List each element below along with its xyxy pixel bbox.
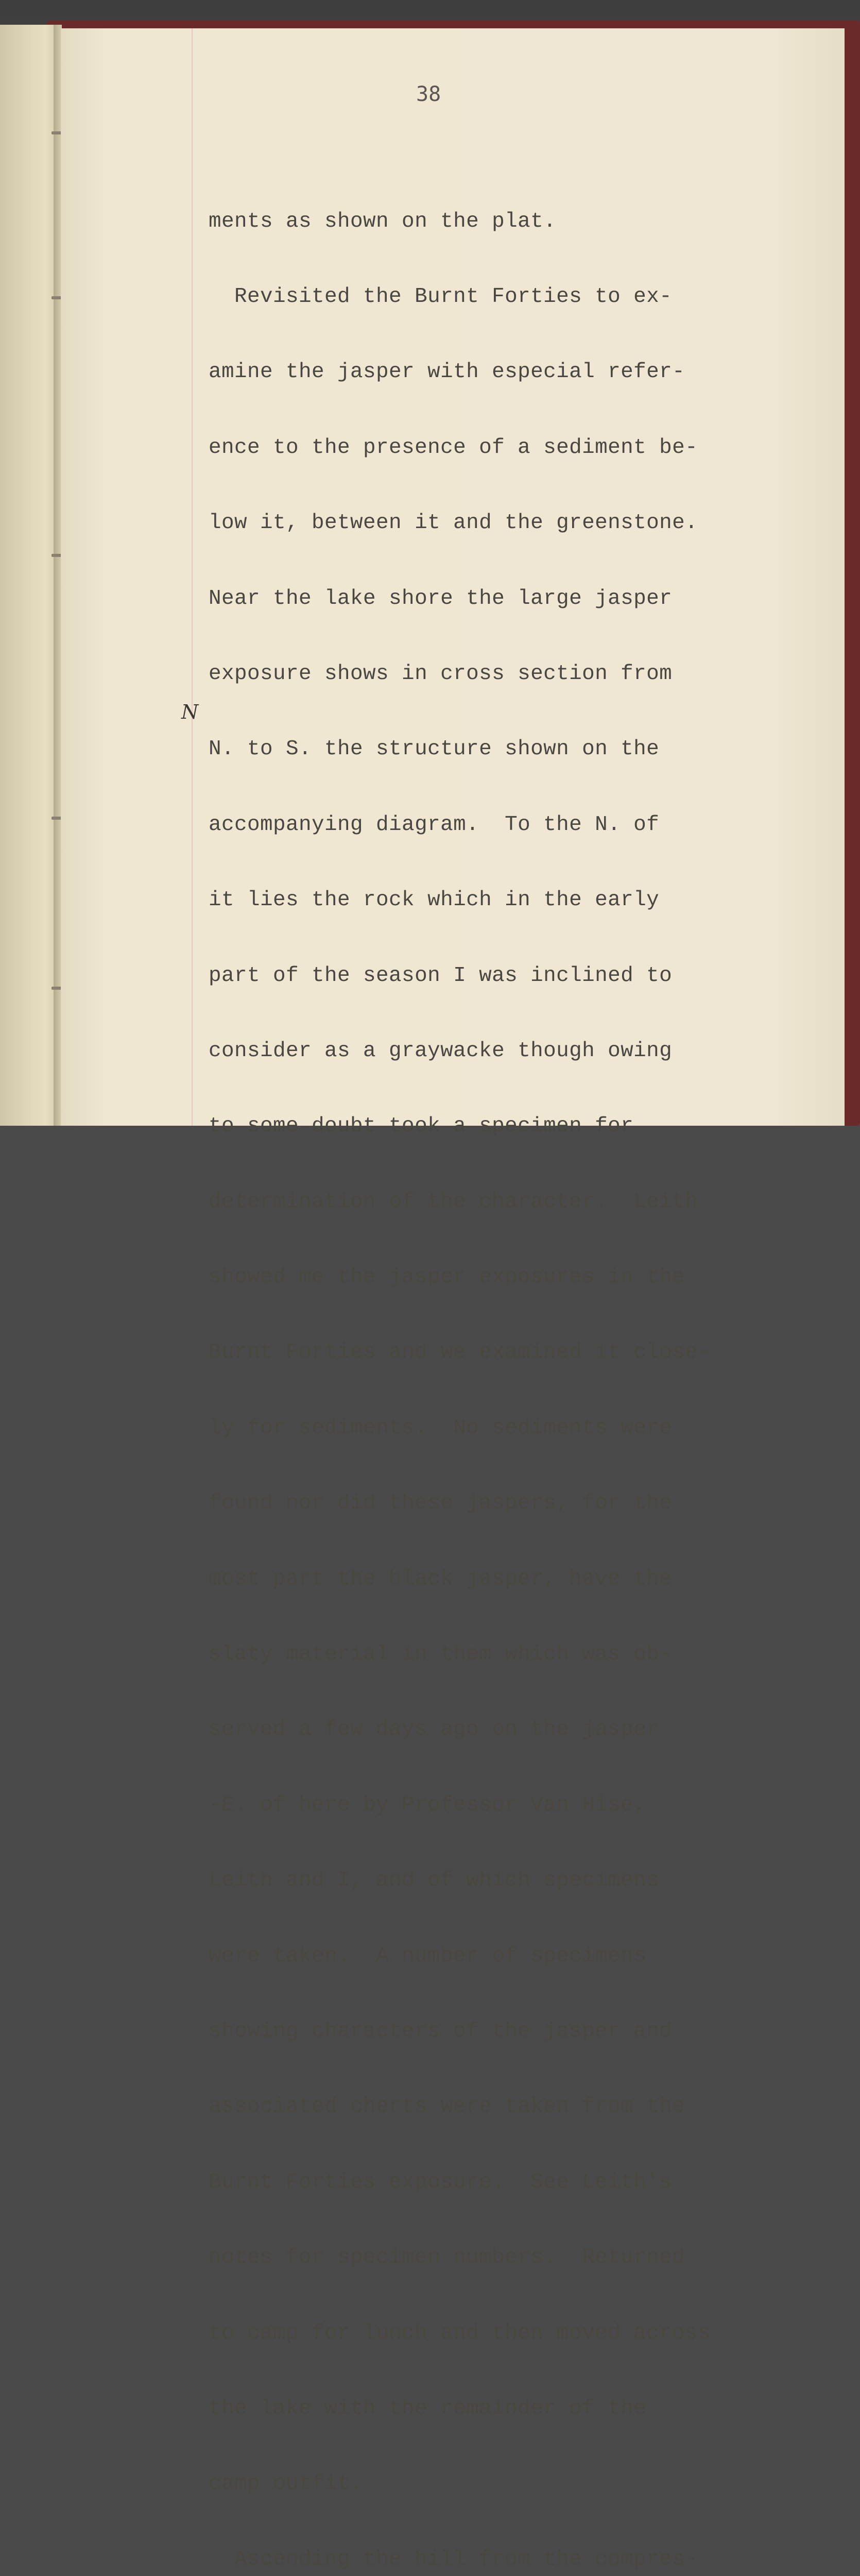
text-line: showed me the jasper exposures in the	[209, 1265, 685, 1290]
text-line: N. to S. the structure shown on the	[209, 737, 660, 761]
page-number: 38	[416, 82, 441, 106]
text-line: ly for sediments. No sediments were	[209, 1416, 673, 1440]
text-line: amine the jasper with especial refer-	[209, 360, 685, 384]
text-line: exposure shows in cross section from	[209, 662, 673, 686]
typed-text-body	[209, 159, 711, 2576]
text-line: served a few days ago on the jasper	[209, 1718, 660, 1742]
text-line: ence to the presence of a sediment be-	[209, 435, 698, 460]
text-line: to some doubt took a specimen for	[209, 1114, 634, 1139]
text-line: found nor did these jaspers, for the	[209, 1492, 673, 1516]
text-line: camp outfit.	[209, 2472, 364, 2496]
text-line: were taken. A number of specimens	[209, 1944, 647, 1968]
text-line: slaty material in them which was ob-	[209, 1642, 673, 1667]
left-page-edge	[0, 25, 58, 1126]
text-line: accompanying diagram. To the N. of	[209, 812, 660, 837]
text-line: it lies the rock which in the early	[209, 888, 660, 912]
text-line: showing characters of the jasper and	[209, 2019, 673, 2043]
text-line: Revisited the Burnt Forties to ex-	[209, 284, 673, 309]
text-line: most part the black jasper, have the	[209, 1567, 673, 1591]
text-line: Near the lake shore the large jasper	[209, 586, 673, 611]
text-line: Ascending the hill from the compres-	[209, 2547, 698, 2571]
text-line: part of the season I was inclined to	[209, 963, 673, 988]
text-line: low it, between it and the greenstone.	[209, 511, 698, 535]
margin-rule	[192, 28, 193, 1126]
handwritten-margin-note: N	[181, 701, 199, 723]
text-line: determination of the character. Leith	[209, 1190, 698, 1214]
text-line: ments as shown on the plat.	[209, 209, 557, 233]
text-line: consider as a graywacke though owing	[209, 1039, 673, 1063]
text-line: associated cherts were taken from the	[209, 2095, 685, 2119]
text-line: Leith and I, and of which specimens	[209, 1869, 660, 1893]
text-line: -E. of here by Professor Van Hise,	[209, 1793, 647, 1817]
text-line: Burnt Forties exposure. See Leith's	[209, 2170, 673, 2194]
text-line: notes for specimen numbers. Returned	[209, 2246, 685, 2270]
text-line: the lake with the remainder of the	[209, 2396, 647, 2420]
text-line: to camp for lunch and then moved across	[209, 2321, 711, 2345]
text-line: Burnt Forties and we examined it close-	[209, 1341, 711, 1365]
